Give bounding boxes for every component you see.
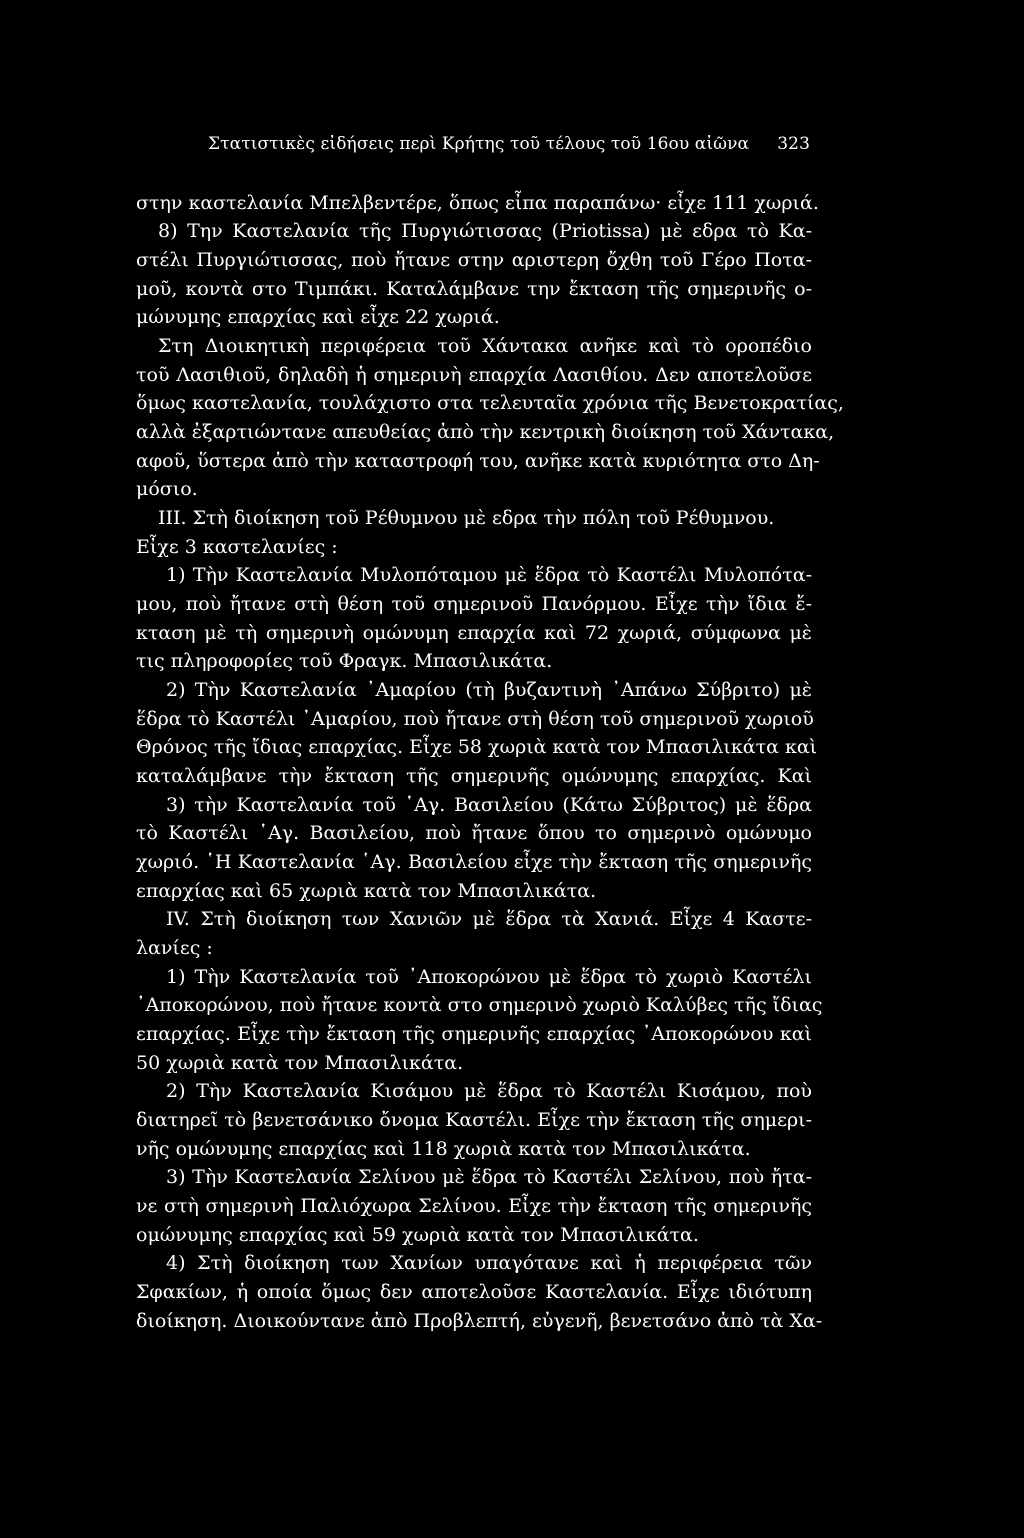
text-line: ΙΙΙ. Στὴ διοίκηση τοῦ Ρέθυμνου μὲ εδρα τὴν πόλη τοῦ Ρέθυμνου. (158, 507, 775, 529)
text-line: ομώνυμης επαρχίας καὶ 59 χωριὰ κατὰ τον Μπασιλικάτα. (136, 1224, 699, 1246)
text-line: νῆς ομώνυμης επαρχίας καὶ 118 χωριὰ κατὰ τον Μπασιλικάτα. (136, 1138, 751, 1160)
text-line: στέλι Πυργιώτισσας, ποὺ ἤτανε στην αριστερη ὄχθη τοῦ Γέρο Ποτα- (136, 249, 812, 271)
text-line: διοίκηση. Διοικούντανε ἀπὸ Προβλεπτή, εὐγενῆ, βενετσάνο ἀπὸ τὰ Χα- (136, 1310, 823, 1332)
page-number: 323 (777, 134, 810, 154)
text-line: νε στὴ σημερινὴ Παλιόχωρα Σελίνου. Εἶχε τὴν ἔκταση τῆς σημερινῆς (136, 1195, 812, 1217)
text-line: μώνυμης επαρχίας καὶ εἶχε 22 χωριά. (136, 306, 500, 328)
text-line: Εἶχε 3 καστελανίες : (136, 536, 338, 558)
running-title: Στατιστικὲς εἰδήσεις περὶ Κρήτης τοῦ τέλους τοῦ 16ου αἰῶνα (208, 134, 750, 154)
text-line: Στη Διοικητικὴ περιφέρεια τοῦ Χάντακα ανῆκε καὶ τὸ οροπέδιο (158, 335, 812, 357)
text-line: επαρχίας καὶ 65 χωριὰ κατὰ τον Μπασιλικάτα. (136, 880, 597, 902)
text-line: αφοῦ, ὕστερα ἀπὸ τὴν καταστροφή του, ανῆκε κατὰ κυριότητα στο Δη- (136, 450, 820, 472)
text-line: 1) Τὴν Καστελανία τοῦ ᾿Αποκορώνου μὲ ἕδρα τὸ χωριὸ Καστέλι (166, 966, 812, 988)
text-line: τὸ Καστέλι ῾Αγ. Βασιλείου, ποὺ ἤτανε ὅπου το σημερινὸ ομώνυμο (136, 822, 812, 844)
text-line: μου, ποὺ ἤτανε στὴ θέση τοῦ σημερινοῦ Πανόρμου. Εἶχε τὴν ἴδια ἔ- (136, 593, 812, 615)
text-line: Θρόνος τῆς ἴδιας επαρχίας. Εἶχε 58 χωριὰ κατὰ τον Μπασιλικάτα καὶ (136, 736, 818, 758)
text-line: 3) Τὴν Καστελανία Σελίνου μὲ ἕδρα τὸ Καστέλι Σελίνου, ποὺ ἤτα- (166, 1166, 812, 1188)
text-line: μόσιο. (136, 478, 198, 500)
text-line: 50 χωριὰ κατὰ τον Μπασιλικάτα. (136, 1052, 464, 1074)
text-line: μοῦ, κοντὰ στο Τιμπάκι. Καταλάμβανε την ἔκταση τῆς σημερινῆς ο- (136, 278, 812, 300)
text-line: στην καστελανία Μπελβεντέρε, ὅπως εἶπα παραπάνω· εἶχε 111 χωριά. (136, 192, 819, 214)
text-line: 4) Στὴ διοίκηση των Χανίων υπαγότανε καὶ ἡ περιφέρεια τῶν (166, 1252, 812, 1274)
text-line: 2) Τὴν Καστελανία Κισάμου μὲ ἕδρα τὸ Καστέλι Κισάμου, ποὺ (166, 1080, 812, 1102)
text-line: αλλὰ ἐξαρτιώντανε απευθείας ἀπὸ τὴν κεντρικὴ διοίκηση τοῦ Χάντακα, (136, 421, 835, 443)
text-line: Σφακίων, ἡ οποία ὅμως δεν αποτελοῦσε Καστελανία. Εἶχε ιδιότυπη (136, 1281, 812, 1303)
text-line: διατηρεῖ τὸ βενετσάνικο ὄνομα Καστέλι. Εἶχε τὴν ἔκταση τῆς σημερι- (136, 1109, 812, 1131)
text-line: επαρχίας. Εἶχε τὴν ἔκταση τῆς σημερινῆς επαρχίας ᾿Αποκορώνου καὶ (136, 1023, 812, 1045)
text-line: 2) Τὴν Καστελανία ᾿Αμαρίου (τὴ βυζαντινὴ ᾿Απάνω Σύβριτο) μὲ (166, 679, 812, 701)
text-line: IV. Στὴ διοίκηση των Χανιῶν μὲ ἕδρα τὰ Χανιά. Εἶχε 4 Καστε- (166, 908, 812, 930)
text-line: λανίες : (136, 937, 213, 959)
text-line: 8) Την Καστελανία τῆς Πυργιώτισσας (Priotissa) μὲ εδρα τὸ Κα- (158, 220, 812, 242)
text-line: 1) Τὴν Καστελανία Μυλοπόταμου μὲ ἕδρα τὸ Καστέλι Μυλοπότα- (166, 564, 812, 586)
text-line: ᾿Αποκορώνου, ποὺ ἤτανε κοντὰ στο σημερινὸ χωριὸ Καλύβες τῆς ἴδιας (136, 994, 823, 1016)
text-line: κταση μὲ τὴ σημερινὴ ομώνυμη επαρχία καὶ 72 χωριά, σύμφωνα μὲ (136, 622, 812, 644)
text-line: τοῦ Λασιθιοῦ, δηλαδὴ ἡ σημερινὴ επαρχία Λασιθίου. Δεν αποτελοῦσε (136, 364, 812, 386)
text-line: ὅμως καστελανία, τουλάχιστο στα τελευταῖα χρόνια τῆς Βενετοκρατίας, (136, 392, 844, 414)
text-line: καταλάμβανε τὴν ἔκταση τῆς σημερινῆς ομώνυμης επαρχίας. Καὶ (136, 765, 812, 787)
text-line: χωριό. ῾Η Καστελανία ῾Αγ. Βασιλείου εἶχε τὴν ἔκταση τῆς σημερινῆς (136, 851, 812, 873)
text-line: τις πληροφορίες τοῦ Φραγκ. Μπασιλικάτα. (136, 650, 553, 672)
text-line: ἕδρα τὸ Καστέλι ᾿Αμαρίου, ποὺ ἤτανε στὴ θέση τοῦ σημερινοῦ χωριοῦ (136, 708, 814, 730)
text-line: 3) τὴν Καστελανία τοῦ ῾Αγ. Βασιλείου (Κάτω Σύβριτος) μὲ ἕδρα (166, 794, 812, 816)
